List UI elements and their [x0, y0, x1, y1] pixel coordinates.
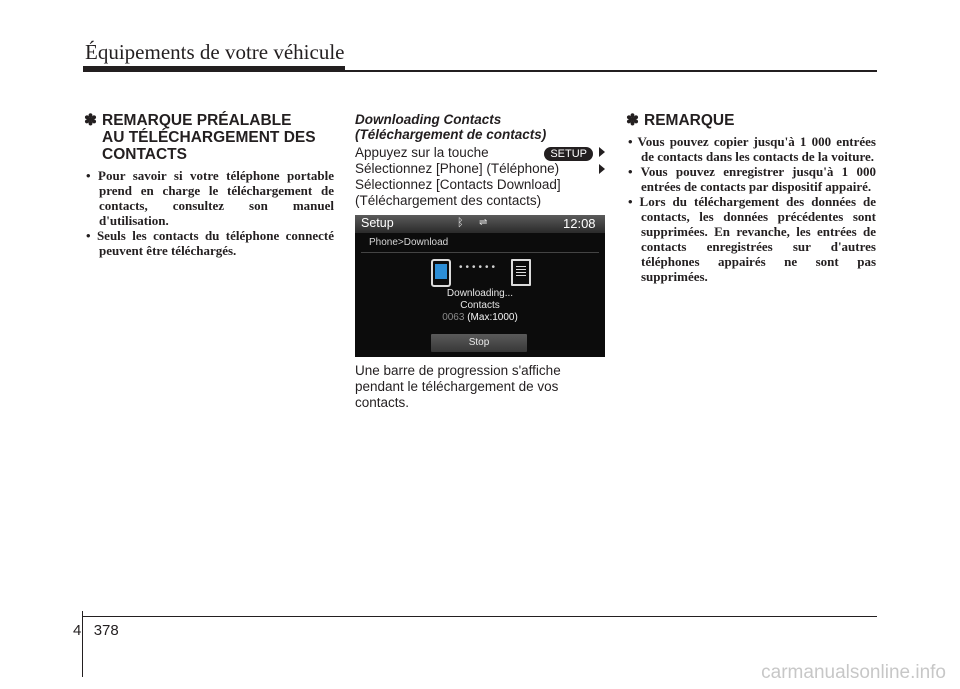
- watermark: carmanualsonline.info: [761, 662, 946, 683]
- remark-list: [626, 134, 876, 284]
- step-2: [355, 161, 605, 177]
- subtitle-line-1: Downloading Contacts: [355, 112, 502, 127]
- screen-caption: Une barre de progression s'affiche pendant le téléchargement de vos contacts.: [355, 363, 561, 410]
- list-item: • Vous pouvez enregistrer jusqu'à 1 000 entrées de contacts par dispositif appairé.: [628, 164, 876, 194]
- step-1-text: Appuyez sur la touche: [355, 145, 489, 160]
- contacts-document-icon: [511, 259, 531, 286]
- arrow-right-icon: [599, 164, 605, 174]
- page-header-title: Équipements de votre véhicule: [85, 40, 345, 64]
- prerequisite-list: [84, 168, 334, 258]
- heading-line-3: CONTACTS: [102, 146, 187, 163]
- instruction-steps: [355, 145, 605, 209]
- download-screen-image: [355, 215, 605, 357]
- prerequisite-heading: [84, 112, 334, 163]
- screen-title: Setup: [361, 216, 394, 230]
- list-item: • Seuls les contacts du téléphone connecté peuvent être téléchargés.: [86, 228, 334, 258]
- footer-vertical-rule: [82, 611, 83, 677]
- heading-line-1: REMARQUE PRÉALABLE: [102, 112, 292, 129]
- header-rule-thick: [83, 66, 345, 72]
- download-count: 0063: [442, 312, 465, 323]
- star-icon: ✽: [84, 112, 97, 129]
- list-item: • Pour savoir si votre téléphone portable prend en charge le téléchargement de contacts, consultez son manuel d'utilisation.: [86, 168, 334, 228]
- section-subtitle: [355, 112, 605, 142]
- footer-rule: [82, 616, 877, 617]
- remark-note: [626, 112, 876, 284]
- step-1: [355, 145, 605, 161]
- heading-line-2: AU TÉLÉCHARGEMENT DES: [102, 129, 316, 146]
- remark-heading-text: REMARQUE: [644, 112, 735, 129]
- status-line-1: Downloading...: [446, 288, 514, 299]
- list-item: • Lors du téléchargement des données de contacts, les données précédentes sont supprimées. En revanche, les entrées de contacts enregistrées sur d'autres téléphones appairés ne sont pas supprimées.: [628, 194, 876, 284]
- download-status: [355, 288, 605, 312]
- download-contacts-section: [355, 112, 605, 411]
- page-number: [73, 622, 119, 639]
- remark-heading: [626, 112, 876, 129]
- subtitle-line-2: (Téléchargement de contacts): [355, 127, 547, 142]
- star-icon: ✽: [626, 112, 639, 129]
- list-item: • Vous pouvez copier jusqu'à 1 000 entrées de contacts dans les contacts de la voiture.: [628, 134, 876, 164]
- arrow-right-icon: [599, 147, 605, 157]
- step-2-text: Sélectionnez [Phone] (Téléphone): [355, 161, 560, 176]
- prerequisite-note: [84, 112, 334, 258]
- header-rule-thin: [345, 70, 877, 72]
- status-line-2: Contacts: [460, 300, 500, 311]
- download-progress: [355, 312, 605, 323]
- phone-icon: [431, 259, 451, 287]
- usb-icon: ⇌: [479, 217, 488, 228]
- chapter-number: 4: [73, 622, 82, 639]
- screen-divider: [361, 252, 599, 253]
- screen-clock: 12:08: [563, 216, 596, 231]
- stop-button: Stop: [431, 334, 527, 352]
- setup-key-badge: SETUP: [544, 147, 593, 161]
- page-number-value: 378: [93, 622, 119, 639]
- step-3-continuation: (Téléchargement des contacts): [355, 193, 542, 208]
- download-max: (Max:1000): [467, 312, 518, 323]
- bluetooth-icon: ᛒ: [457, 217, 464, 229]
- step-3-text: Sélectionnez [Contacts Download]: [355, 177, 561, 192]
- transfer-dots: ••••••: [459, 262, 499, 273]
- screen-breadcrumb: Phone>Download: [369, 237, 449, 248]
